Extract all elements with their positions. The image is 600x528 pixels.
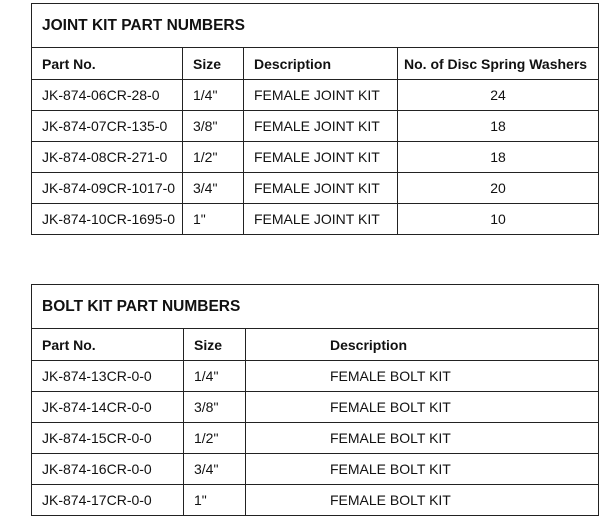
description-cell: FEMALE BOLT KIT	[246, 423, 599, 454]
table-row	[32, 111, 599, 142]
size-cell: 1/2"	[184, 423, 246, 454]
description-cell: FEMALE BOLT KIT	[246, 392, 599, 423]
washers-cell: 18	[398, 111, 599, 142]
washers-cell: 24	[398, 80, 599, 111]
size-cell: 1"	[184, 485, 246, 516]
description-cell: FEMALE JOINT KIT	[244, 80, 398, 111]
description-cell: FEMALE JOINT KIT	[244, 173, 398, 204]
size-cell: 3/8"	[184, 392, 246, 423]
bolt-kit-title: BOLT KIT PART NUMBERS	[32, 285, 599, 329]
part-no-cell: JK-874-08CR-271-0	[32, 142, 183, 173]
description-cell: FEMALE JOINT KIT	[244, 204, 398, 235]
part-no-cell: JK-874-16CR-0-0	[32, 454, 184, 485]
size-cell: 3/8"	[183, 111, 244, 142]
description-cell: FEMALE BOLT KIT	[246, 361, 599, 392]
table-row	[32, 173, 599, 204]
washers-cell: 18	[398, 142, 599, 173]
joint-kit-header-washers: No. of Disc Spring Washers	[398, 48, 599, 80]
washers-cell: 10	[398, 204, 599, 235]
washers-cell: 20	[398, 173, 599, 204]
description-cell: FEMALE JOINT KIT	[244, 111, 398, 142]
joint-kit-header-description: Description	[244, 48, 398, 80]
part-no-cell: JK-874-14CR-0-0	[32, 392, 184, 423]
bolt-kit-header-size: Size	[184, 329, 246, 361]
joint-kit-header-part-no: Part No.	[32, 48, 183, 80]
table-row	[32, 142, 599, 173]
joint-kit-header-size: Size	[183, 48, 244, 80]
bolt-kit-header-row	[32, 329, 599, 361]
table-row	[32, 80, 599, 111]
description-cell: FEMALE BOLT KIT	[246, 454, 599, 485]
part-no-cell: JK-874-10CR-1695-0	[32, 204, 183, 235]
part-no-cell: JK-874-06CR-28-0	[32, 80, 183, 111]
bolt-kit-table	[31, 284, 599, 516]
description-cell: FEMALE JOINT KIT	[244, 142, 398, 173]
part-no-cell: JK-874-15CR-0-0	[32, 423, 184, 454]
table-row	[32, 361, 599, 392]
part-no-cell: JK-874-07CR-135-0	[32, 111, 183, 142]
size-cell: 1/4"	[183, 80, 244, 111]
description-cell: FEMALE BOLT KIT	[246, 485, 599, 516]
table-row	[32, 454, 599, 485]
table-row	[32, 392, 599, 423]
table-row	[32, 204, 599, 235]
joint-kit-title: JOINT KIT PART NUMBERS	[32, 4, 599, 48]
table-row	[32, 423, 599, 454]
bolt-kit-header-part-no: Part No.	[32, 329, 184, 361]
part-no-cell: JK-874-17CR-0-0	[32, 485, 184, 516]
joint-kit-header-row	[32, 48, 599, 80]
size-cell: 1/2"	[183, 142, 244, 173]
size-cell: 3/4"	[184, 454, 246, 485]
bolt-kit-header-description: Description	[246, 329, 599, 361]
part-no-cell: JK-874-13CR-0-0	[32, 361, 184, 392]
part-no-cell: JK-874-09CR-1017-0	[32, 173, 183, 204]
size-cell: 1"	[183, 204, 244, 235]
size-cell: 1/4"	[184, 361, 246, 392]
joint-kit-table	[31, 3, 599, 235]
table-row	[32, 485, 599, 516]
size-cell: 3/4"	[183, 173, 244, 204]
